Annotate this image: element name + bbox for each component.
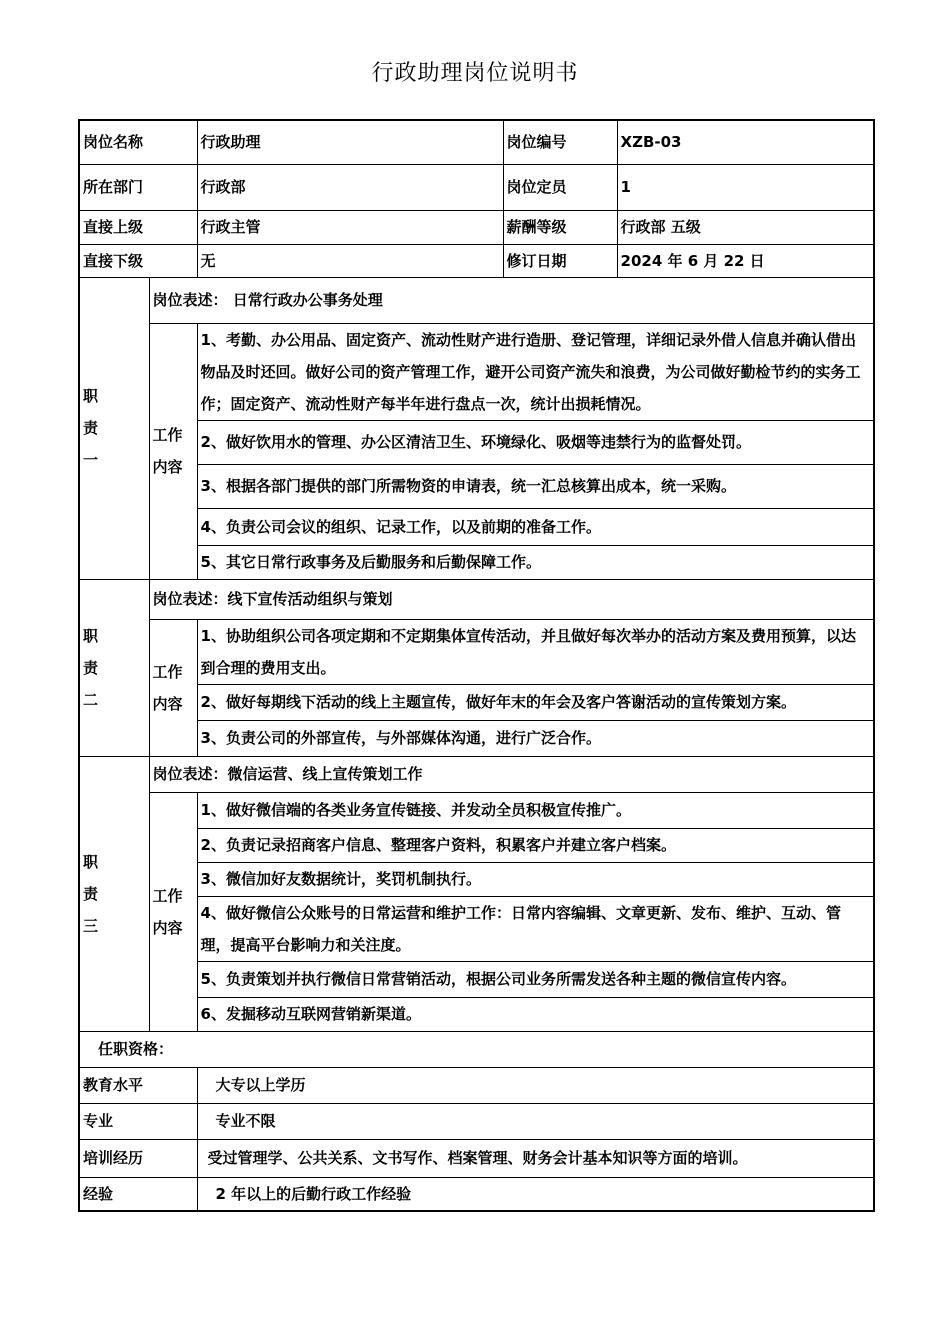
superior-value: 行政主管 xyxy=(197,210,503,244)
training-value: 受过管理学、公共关系、文书写作、档案管理、财务会计基本知识等方面的培训。 xyxy=(197,1139,874,1177)
position-name-label: 岗位名称 xyxy=(79,120,197,164)
duty-3-item-row xyxy=(79,896,874,961)
qualification-row-major xyxy=(79,1103,874,1139)
duty-2-work-content-label: 工作 内容 xyxy=(149,619,197,756)
duty-2-item-row xyxy=(79,684,874,720)
duty-2-item-row xyxy=(79,619,874,684)
job-description-table xyxy=(78,119,875,1212)
revision-date-label: 修订日期 xyxy=(503,244,617,277)
superior-label: 直接上级 xyxy=(79,210,197,244)
subordinate-label: 直接下级 xyxy=(79,244,197,277)
duty-3-item-6: 6、发掘移动互联网营销新渠道。 xyxy=(197,997,874,1031)
education-value: 大专以上学历 xyxy=(197,1067,874,1103)
duty-3-item-row xyxy=(79,862,874,896)
info-row-department xyxy=(79,164,874,210)
duty-3-item-row xyxy=(79,792,874,828)
revision-date-value: 2024 年 6 月 22 日 xyxy=(617,244,874,277)
info-row-superior xyxy=(79,210,874,244)
qualifications-header-row xyxy=(79,1031,874,1067)
duty-1-summary: 岗位表述： 日常行政办公事务处理 xyxy=(149,277,874,323)
duty-1-item-row xyxy=(79,323,874,420)
duty-3-item-5: 5、负责策划并执行微信日常营销活动，根据公司业务所需发送各种主题的微信宣传内容。 xyxy=(197,961,874,997)
position-code-value: XZB-03 xyxy=(617,120,874,164)
subordinate-value: 无 xyxy=(197,244,503,277)
duty-2-item-2: 2、做好每期线下活动的线上主题宣传，做好年末的年会及客户答谢活动的宣传策划方案。 xyxy=(197,684,874,720)
duty-1-summary-row xyxy=(79,277,874,323)
duty-2-summary: 岗位表述：线下宣传活动组织与策划 xyxy=(149,579,874,619)
document-title: 行政助理岗位说明书 xyxy=(371,61,579,86)
duty-2-label: 职 责 二 xyxy=(79,579,149,756)
duty-2-item-row xyxy=(79,720,874,756)
duty-3-item-row xyxy=(79,997,874,1031)
duty-3-summary: 岗位表述：微信运营、线上宣传策划工作 xyxy=(149,756,874,792)
headcount-value: 1 xyxy=(617,164,874,210)
training-label: 培训经历 xyxy=(79,1139,197,1177)
duty-1-work-content-label: 工作 内容 xyxy=(149,323,197,579)
position-code-label: 岗位编号 xyxy=(503,120,617,164)
duty-1-item-row xyxy=(79,464,874,508)
duty-3-item-row xyxy=(79,961,874,997)
headcount-label: 岗位定员 xyxy=(503,164,617,210)
duty-3-item-3: 3、微信加好友数据统计，奖罚机制执行。 xyxy=(197,862,874,896)
info-row-subordinate xyxy=(79,244,874,277)
salary-grade-label: 薪酬等级 xyxy=(503,210,617,244)
department-value: 行政部 xyxy=(197,164,503,210)
major-label: 专业 xyxy=(79,1103,197,1139)
duty-2-item-3: 3、负责公司的外部宣传，与外部媒体沟通，进行广泛合作。 xyxy=(197,720,874,756)
duty-1-label: 职 责 一 xyxy=(79,277,149,579)
duty-2-summary-row xyxy=(79,579,874,619)
duty-3-item-row xyxy=(79,828,874,862)
duty-3-item-1: 1、做好微信端的各类业务宣传链接、并发动全员积极宣传推广。 xyxy=(197,792,874,828)
duty-3-work-content-label: 工作 内容 xyxy=(149,792,197,1031)
experience-label: 经验 xyxy=(79,1177,197,1211)
duty-1-item-row xyxy=(79,420,874,464)
salary-grade-value: 行政部 五级 xyxy=(617,210,874,244)
duty-1-item-row xyxy=(79,545,874,579)
duty-1-item-3: 3、根据各部门提供的部门所需物资的申请表，统一汇总核算出成本，统一采购。 xyxy=(197,464,874,508)
duty-3-label: 职 责 三 xyxy=(79,756,149,1031)
duty-3-item-4: 4、做好微信公众账号的日常运营和维护工作：日常内容编辑、文章更新、发布、维护、互动、管理，提高平台影响力和关注度。 xyxy=(197,896,874,961)
education-label: 教育水平 xyxy=(79,1067,197,1103)
qualification-row-training xyxy=(79,1139,874,1177)
duty-3-summary-row xyxy=(79,756,874,792)
qualification-row-education xyxy=(79,1067,874,1103)
duty-3-item-2: 2、负责记录招商客户信息、整理客户资料，积累客户并建立客户档案。 xyxy=(197,828,874,862)
duty-1-item-row xyxy=(79,508,874,545)
info-row-position xyxy=(79,120,874,164)
duty-1-item-4: 4、负责公司会议的组织、记录工作，以及前期的准备工作。 xyxy=(197,508,874,545)
major-value: 专业不限 xyxy=(197,1103,874,1139)
duty-1-item-5: 5、其它日常行政事务及后勤服务和后勤保障工作。 xyxy=(197,545,874,579)
department-label: 所在部门 xyxy=(79,164,197,210)
duty-1-item-1: 1、考勤、办公用品、固定资产、流动性财产进行造册、登记管理，详细记录外借人信息并确认借出物品及时还回。做好公司的资产管理工作，避开公司资产流失和浪费，为公司做好勤检节约的实务工作；固定资产、流动性财产每半年进行盘点一次，统计出损耗情况。 xyxy=(197,323,874,420)
qualification-row-experience xyxy=(79,1177,874,1211)
duty-1-item-2: 2、做好饮用水的管理、办公区清洁卫生、环境绿化、吸烟等违禁行为的监督处罚。 xyxy=(197,420,874,464)
experience-value: 2 年以上的后勤行政工作经验 xyxy=(197,1177,874,1211)
qualifications-header: 任职资格： xyxy=(79,1031,874,1067)
position-name-value: 行政助理 xyxy=(197,120,503,164)
duty-2-item-1: 1、协助组织公司各项定期和不定期集体宣传活动，并且做好每次举办的活动方案及费用预算，以达到合理的费用支出。 xyxy=(197,619,874,684)
